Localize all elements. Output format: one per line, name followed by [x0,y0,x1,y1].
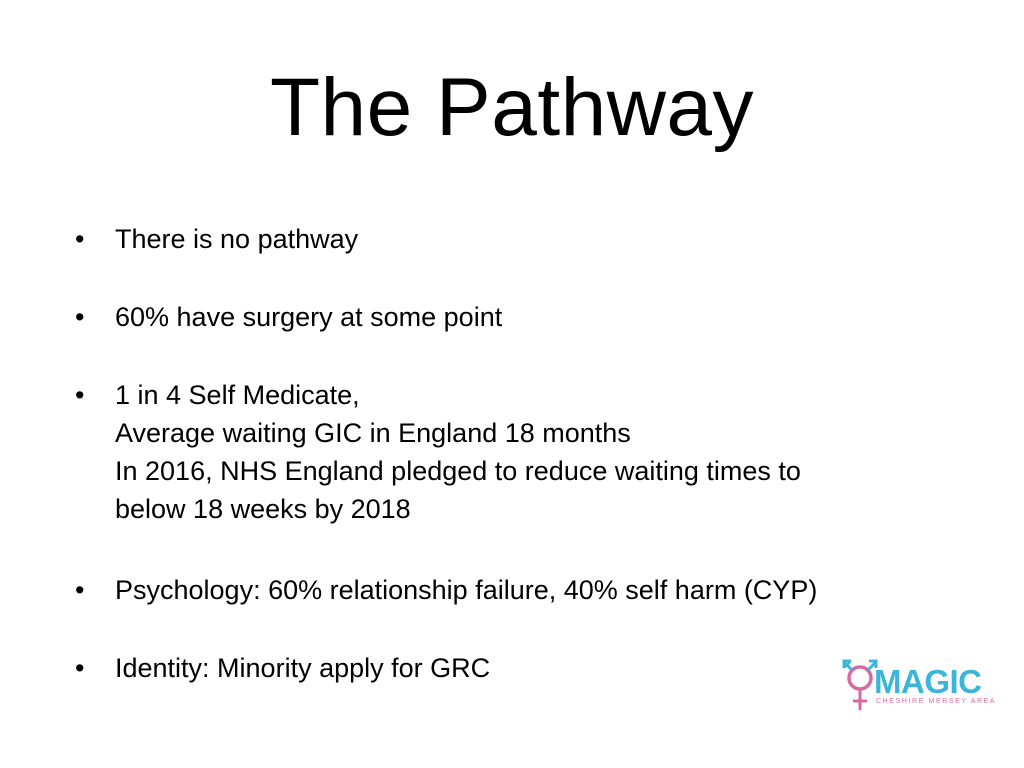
bullet-line: 1 in 4 Self Medicate, [115,380,360,410]
bullet-line: There is no pathway [115,224,359,254]
bullet-text [115,220,975,258]
bullet-icon: • [75,653,85,683]
logo-wordmark: MAGIC [874,663,982,700]
bullet-line: Psychology: 60% relationship failure, 40% self harm (CYP) [115,575,818,605]
bullet-line: In 2016, NHS England pledged to reduce waiting times to [115,456,801,486]
bullet-text [115,571,975,609]
bullet-icon: • [75,224,85,254]
bullet-text [115,376,975,528]
magic-logo [838,654,997,716]
bullet-line: below 18 weeks by 2018 [115,494,411,524]
logo-subtitle: CHESHIRE MERSEY AREA [876,698,997,705]
bullet-icon: • [75,380,85,410]
bullet-icon: • [75,302,85,332]
slide-title: The Pathway [269,62,755,153]
bullet-icon: • [75,575,85,605]
bullet-line: 60% have surgery at some point [115,302,503,332]
bullet-line: Identity: Minority apply for GRC [115,653,491,683]
bullet-line: Average waiting GIC in England 18 months [115,418,631,448]
bullet-text [115,298,975,336]
